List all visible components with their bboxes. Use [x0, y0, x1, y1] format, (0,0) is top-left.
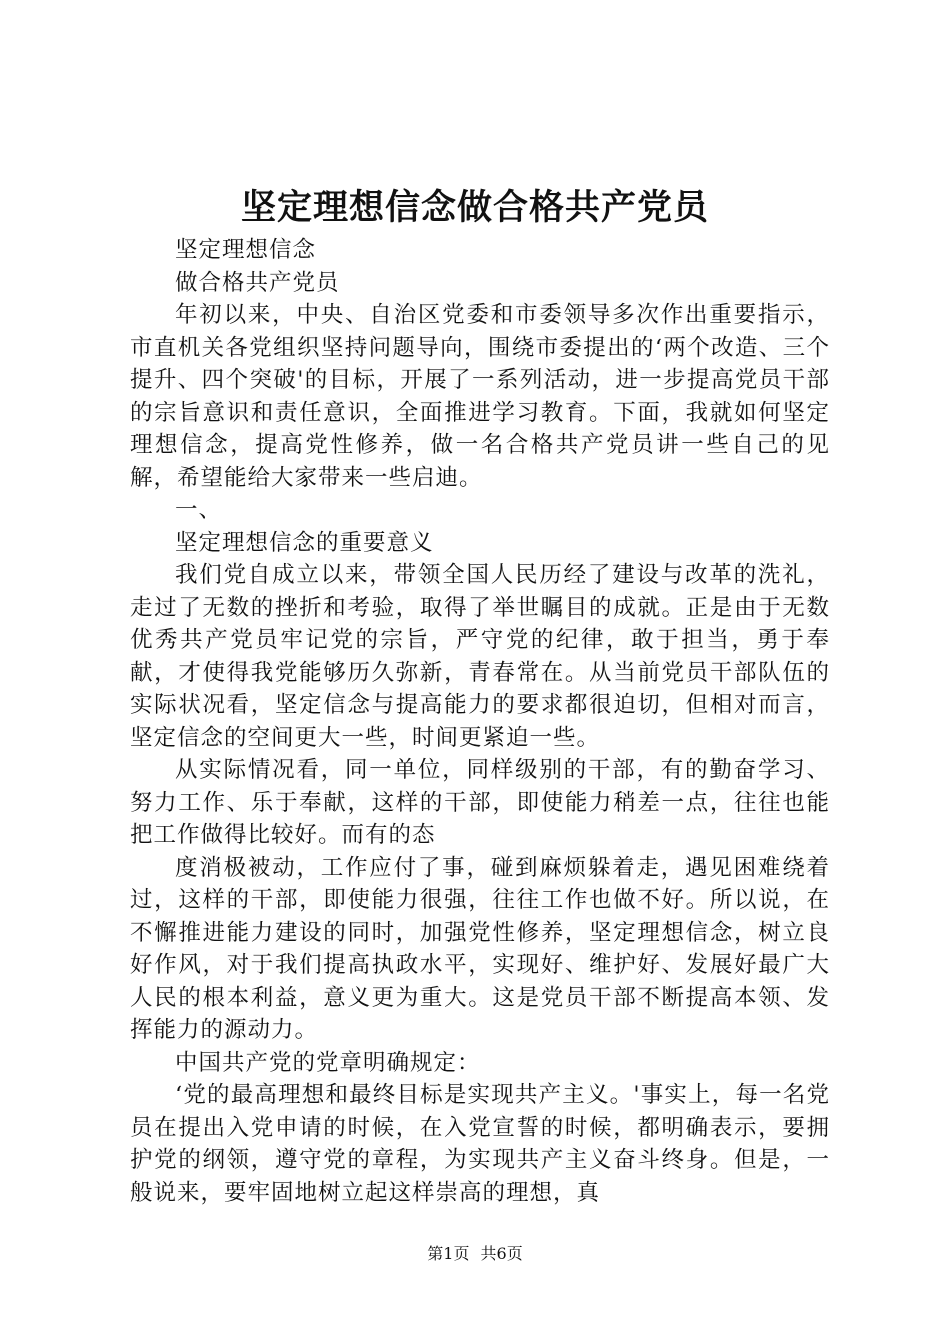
page-footer [0, 1242, 950, 1266]
paragraph: ‘党的最高理想和最终目标是实现共产主义。'事实上，每一名党员在提出入党申请的时候，在入党宣誓的时候，都明确表示，要拥护党的纲领，遵守党的章程，为实现共产主义奋斗终身。但是，一般说来，要牢固地树立起这样崇高的理想，真 [130, 1082, 830, 1206]
section-number: 一、 [175, 497, 223, 523]
paragraph-intro: 年初以来，中央、自治区党委和市委领导多次作出重要指示，市直机关各党组织坚持问题导向，围绕市委提出的‘两个改造、三个提升、四个突破'的目标，开展了一系列活动，进一步提高党员干部的宗旨意识和责任意识，全面推进学习教育。下面，我就如何坚定理想信念，提高党性修养，做一名合格共产党员讲一些自己的见解，希望能给大家带来一些启迪。 [130, 302, 830, 491]
paragraph: 我们党自成立以来，带领全国人民历经了建设与改革的洗礼，走过了无数的挫折和考验，取得了举世瞩目的成就。正是由于无数优秀共产党员牢记党的宗旨，严守党的纪律，敢于担当，勇于奉献，才使得我党能够历久弥新，青春常在。从当前党员干部队伍的实际状况看，坚定信念与提高能力的要求都很迫切，但相对而言，坚定信念的空间更大一些，时间更紧迫一些。 [130, 562, 830, 751]
paragraph: 中国共产党的党章明确规定： [175, 1049, 481, 1076]
document-body [130, 234, 830, 1209]
page-number: 第1页 [427, 1244, 470, 1263]
document-title: 坚定理想信念做合格共产党员 [240, 187, 709, 228]
paragraph-subtitle-1: 坚定理想信念 [175, 237, 317, 263]
page-total: 共6页 [480, 1244, 523, 1263]
paragraph: 度消极被动，工作应付了事，碰到麻烦躲着走，遇见困难绕着过，这样的干部，即使能力很强，往往工作也做不好。所以说，在不懈推进能力建设的同时，加强党性修养，坚定理想信念，树立良好作风，对于我们提高执政水平，实现好、维护好、发展好最广大人民的根本利益，意义更为重大。这是党员干部不断提高本领、发挥能力的源动力。 [130, 854, 830, 1043]
section-heading: 坚定理想信念的重要意义 [175, 529, 434, 556]
paragraph: 从实际情况看，同一单位，同样级别的干部，有的勤奋学习、努力工作、乐于奉献，这样的干部，即使能力稍差一点，往往也能把工作做得比较好。而有的态 [130, 757, 830, 848]
paragraph-subtitle-2: 做合格共产党员 [175, 269, 340, 296]
